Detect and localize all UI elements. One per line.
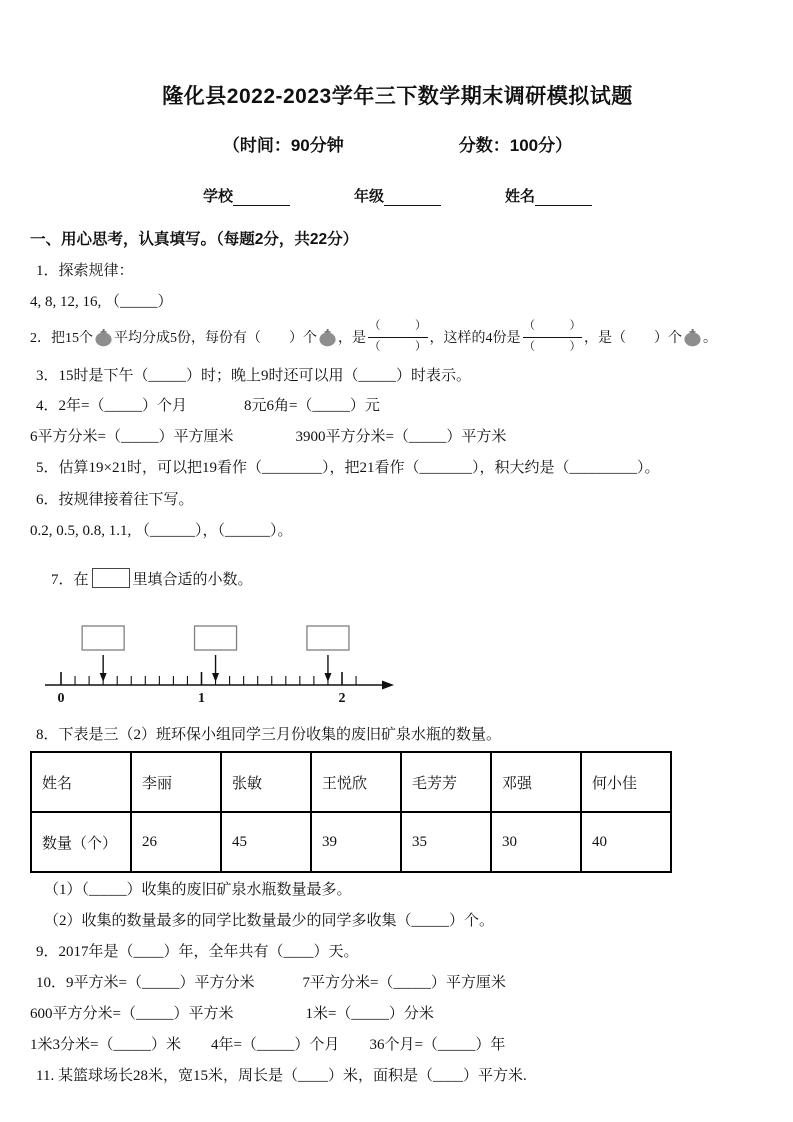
question-3: 3．15时是下午（_____）时；晚上9时还可以用（_____）时表示。: [36, 368, 472, 384]
question-9: 9．2017年是（____）年，全年共有（____）天。: [36, 944, 359, 960]
q2-text-5: ，是（ ）个: [584, 331, 682, 346]
fraction-numerator: （ ）: [368, 318, 428, 338]
table-header-row: [31, 752, 671, 812]
question-1-sequence: 4, 8, 12, 16, （_____）: [30, 294, 173, 310]
q7-text-2: 里填合适的小数。: [132, 572, 253, 588]
table-cell: 26: [131, 812, 221, 872]
grade-label: 年级: [353, 188, 384, 205]
table-cell: 30: [491, 812, 581, 872]
school-label: 学校: [202, 188, 233, 205]
exam-score: 分数：100分）: [458, 136, 573, 155]
fraction-blank-2: [523, 318, 583, 357]
q10-part-5: 1米3分米=（_____）米: [30, 1037, 181, 1053]
name-label: 姓名: [505, 188, 536, 205]
name-field: [505, 185, 592, 206]
q10-part-7: 36个月=（_____）年: [369, 1037, 506, 1053]
q4-part-4: 3900平方分米=（_____）平方米: [295, 429, 507, 445]
q10-part-2: 7平方分米=（_____）平方厘米: [302, 975, 506, 991]
exam-info-row: [30, 131, 765, 156]
q2-text-4: ，这样的4份是: [429, 331, 521, 346]
school-field: [203, 185, 290, 206]
fraction-denominator: （ ）: [369, 340, 427, 353]
q10-part-4: 1米=（_____）分米: [305, 1006, 434, 1022]
table-cell: 45: [221, 812, 311, 872]
table-cell: 35: [401, 812, 491, 872]
svg-text:2: 2: [338, 691, 346, 706]
question-1-label: 1．探索规律：: [36, 263, 134, 279]
question-6-label: 6．按规律接着往下写。: [36, 492, 194, 508]
question-8-sub-2: （2）收集的数量最多的同学比数量最少的同学多收集（_____）个。: [44, 913, 495, 929]
table-cell: 何小佳: [581, 752, 671, 812]
q2-text-1: 2．把15个: [30, 331, 93, 346]
table-cell: 张敏: [221, 752, 311, 812]
number-line-svg: [33, 619, 401, 709]
table-cell: 39: [311, 812, 401, 872]
q7-text-1: 7．在: [51, 572, 89, 588]
table-cell: 邓强: [491, 752, 581, 812]
exam-title: 隆化县2022-2023学年三下数学期末调研模拟试题: [162, 85, 633, 108]
table-cell: 数量（个）: [31, 812, 131, 872]
name-blank-line: [535, 189, 592, 206]
table-cell: 毛芳芳: [401, 752, 491, 812]
tomato-icon: [318, 328, 337, 347]
q2-text-6: 。: [703, 331, 717, 346]
question-8-sub-1: （1）（_____）收集的废旧矿泉水瓶数量最多。: [44, 882, 352, 898]
tomato-icon: [683, 328, 702, 347]
question-8-label: 8．下表是三（2）班环保小组同学三月份收集的废旧矿泉水瓶的数量。: [36, 727, 502, 743]
tomato-icon: [94, 328, 113, 347]
q2-text-3: ，是: [338, 331, 366, 346]
svg-text:0: 0: [57, 691, 65, 706]
svg-text:1: 1: [198, 691, 205, 706]
q4-part-2: 8元6角=（_____）元: [243, 398, 380, 414]
question-11: 11. 某篮球场长28米，宽15米，周长是（____）米，面积是（____）平方米.: [36, 1068, 527, 1084]
q10-part-3: 600平方分米=（_____）平方米: [30, 1006, 234, 1022]
question-4-row-1: [30, 397, 765, 416]
question-10-row-3: [30, 1036, 765, 1055]
question-10-row-2: [30, 1005, 765, 1024]
q4-part-3: 6平方分米=（_____）平方厘米: [30, 429, 234, 445]
grade-blank-line: [384, 189, 441, 206]
table-cell: 40: [581, 812, 671, 872]
question-5: 5．估算19×21时，可以把19看作（________），把21看作（_______），积大约是（_________）。: [36, 460, 660, 476]
q10-part-6: 4年=（_____）个月: [210, 1037, 340, 1053]
grade-field: [354, 185, 441, 206]
fraction-numerator: （ ）: [523, 318, 583, 338]
number-line-figure: [33, 619, 765, 714]
fraction-denominator: （ ）: [523, 340, 581, 353]
question-10-row-1: [30, 974, 765, 993]
q10-part-1: 10．9平方米=（_____）平方分米: [36, 975, 255, 991]
school-blank-line: [233, 189, 290, 206]
table-cell: 李丽: [131, 752, 221, 812]
q8-table: [30, 751, 672, 873]
question-4-row-2: [30, 428, 765, 447]
question-2: [30, 314, 765, 360]
table-data-row: [31, 812, 671, 872]
table-cell: 姓名: [31, 752, 131, 812]
question-6-sequence: 0.2, 0.5, 0.8, 1.1, （______），（______）。: [30, 523, 293, 539]
fraction-blank-1: [368, 318, 428, 357]
fill-box: [92, 568, 130, 588]
exam-time: （时间：90分钟: [222, 136, 344, 155]
section-1-heading: 一、用心思考，认真填写。（每题2分，共22分）: [30, 231, 359, 248]
table-cell: 王悦欣: [311, 752, 401, 812]
q2-text-2: 平均分成5份，每份有（ ）个: [114, 331, 317, 346]
student-fields-row: [30, 185, 765, 206]
q4-part-1: 4．2年=（_____）个月: [36, 398, 187, 414]
question-7: [30, 549, 765, 609]
